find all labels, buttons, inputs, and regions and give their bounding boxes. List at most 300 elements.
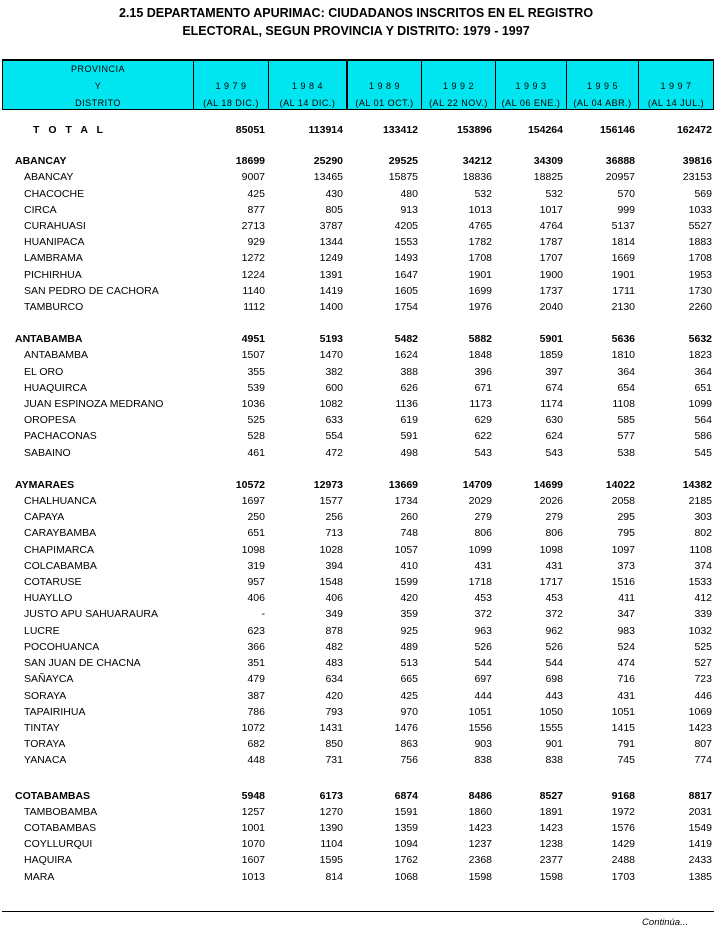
value-cell: 5527 — [688, 220, 712, 233]
district-row — [2, 542, 714, 558]
value-cell: 1344 — [319, 236, 343, 249]
value-cell: 14022 — [605, 478, 635, 491]
value-cell: 543 — [545, 446, 563, 459]
value-cell: 838 — [474, 754, 492, 767]
value-cell: 1591 — [394, 805, 418, 818]
value-cell: 8486 — [468, 789, 492, 802]
value-cell: 260 — [400, 511, 418, 524]
value-cell: 698 — [545, 673, 563, 686]
row-label: MARA — [24, 870, 55, 883]
value-cell: 633 — [325, 414, 343, 427]
value-cell: 9168 — [611, 789, 635, 802]
district-row — [2, 283, 714, 299]
value-cell: 1415 — [611, 721, 635, 734]
value-cell: 1647 — [394, 268, 418, 281]
value-cell: 1036 — [241, 398, 265, 411]
spacer-row — [2, 769, 714, 788]
value-cell: 983 — [617, 624, 635, 637]
row-label: CIRCA — [24, 203, 57, 216]
district-row — [2, 574, 714, 590]
row-label: COLCABAMBA — [24, 559, 97, 572]
value-cell: 1423 — [468, 821, 492, 834]
value-cell: 745 — [617, 754, 635, 767]
header-year: 1 9 9 5 — [586, 81, 619, 91]
value-cell: 1033 — [688, 203, 712, 216]
value-cell: 446 — [694, 689, 712, 702]
value-cell: 525 — [694, 640, 712, 653]
spacer-cell — [2, 461, 714, 477]
value-cell: 1516 — [611, 576, 635, 589]
value-cell: 626 — [400, 381, 418, 394]
value-cell: 526 — [474, 640, 492, 653]
row-label: TINTAY — [24, 721, 60, 734]
value-cell: 410 — [400, 559, 418, 572]
value-cell: 1900 — [539, 268, 563, 281]
value-cell: 448 — [247, 754, 265, 767]
value-cell: 1423 — [539, 821, 563, 834]
district-row — [2, 671, 714, 687]
value-cell: 1423 — [688, 721, 712, 734]
value-cell: 1390 — [319, 821, 343, 834]
value-cell: 877 — [247, 203, 265, 216]
province-row — [2, 331, 714, 347]
row-label: CURAHUASI — [24, 220, 86, 233]
value-cell: 5193 — [319, 333, 343, 346]
row-label: PACHACONAS — [24, 430, 97, 443]
value-cell: 372 — [545, 608, 563, 621]
value-cell: 629 — [474, 414, 492, 427]
value-cell: 1419 — [688, 838, 712, 851]
district-row — [2, 347, 714, 363]
header-1995 — [566, 61, 638, 109]
header-year: 1 9 7 9 — [215, 81, 247, 91]
row-label: COTABAMBAS — [24, 821, 97, 834]
value-cell: 1359 — [394, 821, 418, 834]
value-cell: 1070 — [241, 838, 265, 851]
value-cell: - — [261, 608, 265, 621]
header-label-y: Y — [94, 81, 102, 91]
value-cell: 795 — [617, 527, 635, 540]
value-cell: 651 — [694, 381, 712, 394]
value-cell: 630 — [545, 414, 563, 427]
row-label: ANTABAMBA — [24, 349, 88, 362]
value-cell: 925 — [400, 624, 418, 637]
header-1993 — [495, 61, 566, 109]
value-cell: 1108 — [689, 543, 712, 556]
value-cell: 1598 — [539, 870, 563, 883]
value-cell: 538 — [617, 446, 635, 459]
value-cell: 5137 — [611, 220, 635, 233]
value-cell: 1391 — [319, 268, 343, 281]
district-row — [2, 364, 714, 380]
district-row — [2, 820, 714, 836]
value-cell: 6173 — [319, 789, 343, 802]
value-cell: 1860 — [468, 805, 492, 818]
value-cell: 545 — [694, 446, 712, 459]
spacer-row — [2, 315, 714, 331]
value-cell: 388 — [400, 365, 418, 378]
row-label: TAPAIRIHUA — [24, 705, 86, 718]
value-cell: 1097 — [611, 543, 635, 556]
header-label-distrito: DISTRITO — [75, 98, 121, 108]
value-cell: 8817 — [688, 789, 712, 802]
value-cell: 802 — [694, 527, 712, 540]
value-cell: 1883 — [688, 236, 712, 249]
value-cell: 382 — [325, 365, 343, 378]
value-cell: 1782 — [468, 236, 492, 249]
row-label: HUAYLLO — [24, 592, 73, 605]
value-cell: 349 — [325, 608, 343, 621]
district-row — [2, 445, 714, 461]
table-title-line-2: ELECTORAL, SEGUN PROVINCIA Y DISTRITO: 1979 - 1997 — [182, 24, 530, 38]
value-cell: 444 — [474, 689, 492, 702]
value-cell: 431 — [474, 559, 492, 572]
province-row — [2, 477, 714, 493]
header-year: 1 9 8 9 — [368, 81, 401, 91]
district-row — [2, 525, 714, 541]
value-cell: 420 — [400, 592, 418, 605]
value-cell: 453 — [474, 592, 492, 605]
value-cell: 1098 — [539, 543, 563, 556]
header-date: (AL 01 OCT.) — [355, 98, 414, 108]
value-cell: 279 — [545, 511, 563, 524]
value-cell: 1555 — [539, 721, 563, 734]
value-cell: 1028 — [319, 543, 343, 556]
value-cell: 671 — [474, 381, 492, 394]
header-year: 1 9 8 4 — [291, 81, 324, 91]
value-cell: 394 — [325, 559, 343, 572]
value-cell: 1257 — [241, 805, 265, 818]
spacer-cell — [2, 769, 714, 788]
value-cell: 303 — [694, 511, 712, 524]
value-cell: 431 — [545, 559, 563, 572]
value-cell: 425 — [400, 689, 418, 702]
value-cell: 1718 — [468, 576, 492, 589]
value-cell: 1082 — [319, 398, 343, 411]
value-cell: 443 — [545, 689, 563, 702]
value-cell: 113914 — [308, 124, 343, 136]
value-cell: 806 — [474, 527, 492, 540]
table-body — [2, 122, 714, 885]
header-1989 — [346, 61, 421, 109]
value-cell: 366 — [247, 640, 265, 653]
district-row — [2, 752, 714, 768]
value-cell: 526 — [545, 640, 563, 653]
value-cell: 524 — [617, 640, 635, 653]
row-label: SORAYA — [24, 689, 67, 702]
value-cell: 279 — [474, 511, 492, 524]
value-cell: 513 — [400, 657, 418, 670]
row-label: SAN PEDRO DE CACHORA — [24, 284, 159, 297]
value-cell: 319 — [247, 559, 265, 572]
value-cell: 374 — [694, 559, 712, 572]
value-cell: 1112 — [243, 301, 265, 314]
value-cell: 18825 — [533, 171, 563, 184]
value-cell: 532 — [545, 187, 563, 200]
value-cell: 1072 — [241, 721, 265, 734]
value-cell: 1707 — [539, 252, 563, 265]
district-row — [2, 655, 714, 671]
value-cell: 748 — [400, 527, 418, 540]
value-cell: 1069 — [688, 705, 712, 718]
value-cell: 1708 — [688, 252, 712, 265]
value-cell: 1050 — [539, 705, 563, 718]
header-year: 1 9 9 2 — [442, 81, 475, 91]
header-1992 — [421, 61, 495, 109]
value-cell: 355 — [247, 365, 265, 378]
header-year: 1 9 9 3 — [515, 81, 547, 91]
value-cell: 1859 — [539, 349, 563, 362]
value-cell: 525 — [247, 414, 265, 427]
row-label: SAÑAYCA — [24, 673, 74, 686]
value-cell: 586 — [694, 430, 712, 443]
value-cell: 489 — [400, 640, 418, 653]
value-cell: 472 — [325, 446, 343, 459]
value-cell: 622 — [474, 430, 492, 443]
value-cell: 544 — [474, 657, 492, 670]
value-cell: 20957 — [605, 171, 635, 184]
value-cell: 1717 — [539, 576, 563, 589]
value-cell: 1108 — [612, 398, 635, 411]
value-cell: 5636 — [611, 333, 635, 346]
value-cell: 543 — [474, 446, 492, 459]
value-cell: 1976 — [468, 301, 492, 314]
value-cell: 85051 — [235, 124, 265, 136]
value-cell: 295 — [617, 511, 635, 524]
table-title-line-1: 2.15 DEPARTAMENTO APURIMAC: CIUDADANOS INSCRITOS EN EL REGISTRO — [118, 6, 594, 20]
district-row — [2, 396, 714, 412]
value-cell: 2029 — [468, 495, 492, 508]
district-row — [2, 704, 714, 720]
value-cell: 774 — [694, 754, 712, 767]
row-label: CAPAYA — [24, 511, 65, 524]
row-label: OROPESA — [24, 414, 76, 427]
value-cell: 1810 — [611, 349, 635, 362]
district-row — [2, 380, 714, 396]
spacer-row — [2, 461, 714, 477]
value-cell: 373 — [617, 559, 635, 572]
row-label: COTABAMBAS — [15, 789, 91, 802]
value-cell: 838 — [545, 754, 563, 767]
value-cell: 528 — [247, 430, 265, 443]
value-cell: 256 — [325, 511, 343, 524]
value-cell: 14699 — [533, 478, 563, 491]
value-cell: 1098 — [241, 543, 265, 556]
value-cell: 351 — [247, 657, 265, 670]
value-cell: 2040 — [539, 301, 563, 314]
value-cell: 901 — [545, 738, 563, 751]
value-cell: 480 — [400, 187, 418, 200]
value-cell: 1272 — [241, 252, 265, 265]
value-cell: 34309 — [533, 155, 563, 168]
value-cell: 10572 — [235, 478, 265, 491]
value-cell: 1669 — [611, 252, 635, 265]
value-cell: 697 — [474, 673, 492, 686]
district-row — [2, 169, 714, 185]
value-cell: 12973 — [313, 478, 343, 491]
row-label: JUSTO APU SAHUARAURA — [24, 608, 159, 621]
district-row — [2, 509, 714, 525]
value-cell: 2368 — [468, 854, 492, 867]
value-cell: 474 — [617, 657, 635, 670]
value-cell: 5482 — [394, 333, 418, 346]
value-cell: 913 — [400, 203, 418, 216]
value-cell: 397 — [545, 365, 563, 378]
value-cell: 479 — [247, 673, 265, 686]
district-row — [2, 202, 714, 218]
district-row — [2, 493, 714, 509]
value-cell: 372 — [474, 608, 492, 621]
bottom-rule — [2, 911, 714, 912]
value-cell: 34212 — [462, 155, 492, 168]
value-cell: 1017 — [539, 203, 563, 216]
value-cell: 1493 — [394, 252, 418, 265]
header-date: (AL 04 ABR.) — [573, 98, 632, 108]
value-cell: 364 — [617, 365, 635, 378]
value-cell: 1224 — [241, 268, 265, 281]
value-cell: 1711 — [612, 284, 635, 297]
value-cell: 1238 — [539, 838, 563, 851]
value-cell: 5948 — [241, 789, 265, 802]
header-1979 — [193, 61, 268, 109]
value-cell: 1553 — [394, 236, 418, 249]
value-cell: 1140 — [242, 284, 265, 297]
value-cell: 39816 — [682, 155, 712, 168]
district-row — [2, 804, 714, 820]
value-cell: 1605 — [394, 284, 418, 297]
province-row — [2, 153, 714, 169]
value-cell: 1734 — [394, 495, 418, 508]
value-cell: 963 — [474, 624, 492, 637]
row-label: TAMBURCO — [24, 301, 84, 314]
continued-note: Continúa... — [642, 917, 688, 928]
district-row — [2, 639, 714, 655]
value-cell: 716 — [617, 673, 635, 686]
row-label: HUANIPACA — [24, 236, 85, 249]
value-cell: 154264 — [527, 124, 563, 136]
value-cell: 1598 — [468, 870, 492, 883]
value-cell: 2185 — [688, 495, 712, 508]
header-provincia-distrito — [3, 61, 193, 109]
value-cell: 3787 — [319, 220, 343, 233]
value-cell: 1901 — [468, 268, 492, 281]
district-row — [2, 869, 714, 885]
value-cell: 406 — [325, 592, 343, 605]
header-date: (AL 18 DIC.) — [203, 98, 259, 108]
row-label: LUCRE — [24, 624, 60, 637]
total-row — [2, 122, 714, 138]
header-date: (AL 14 JUL.) — [647, 98, 705, 108]
value-cell: 623 — [247, 624, 265, 637]
value-cell: 498 — [400, 446, 418, 459]
value-cell: 600 — [325, 381, 343, 394]
value-cell: 36888 — [605, 155, 635, 168]
header-date: (AL 14 DIC.) — [279, 98, 336, 108]
value-cell: 577 — [617, 430, 635, 443]
value-cell: 1576 — [611, 821, 635, 834]
value-cell: 532 — [474, 187, 492, 200]
value-cell: 483 — [325, 657, 343, 670]
value-cell: 8527 — [539, 789, 563, 802]
value-cell: 2433 — [688, 854, 712, 867]
value-cell: 2026 — [539, 495, 563, 508]
value-cell: 2130 — [611, 301, 635, 314]
value-cell: 431 — [617, 689, 635, 702]
value-cell: 1703 — [611, 870, 635, 883]
value-cell: 791 — [617, 738, 635, 751]
value-cell: 682 — [247, 738, 265, 751]
value-cell: 13669 — [388, 478, 418, 491]
value-cell: 23153 — [682, 171, 712, 184]
value-cell: 591 — [400, 430, 418, 443]
value-cell: 1174 — [540, 398, 563, 411]
data-table — [2, 122, 714, 885]
value-cell: 793 — [325, 705, 343, 718]
district-row — [2, 688, 714, 704]
row-label: T O T A L — [33, 124, 106, 136]
value-cell: 396 — [474, 365, 492, 378]
district-row — [2, 836, 714, 852]
value-cell: 133412 — [382, 124, 418, 136]
value-cell: 1249 — [319, 252, 343, 265]
header-year: 1 9 9 7 — [660, 81, 692, 91]
value-cell: 406 — [247, 592, 265, 605]
value-cell: 4764 — [539, 220, 563, 233]
value-cell: 18836 — [462, 171, 492, 184]
spacer-cell — [2, 315, 714, 331]
value-cell: 1429 — [611, 838, 635, 851]
row-label: TAMBOBAMBA — [24, 805, 98, 818]
value-cell: 162472 — [676, 124, 712, 136]
value-cell: 2488 — [611, 854, 635, 867]
district-row — [2, 186, 714, 202]
district-row — [2, 250, 714, 266]
value-cell: 651 — [247, 527, 265, 540]
value-cell: 569 — [694, 187, 712, 200]
value-cell: 731 — [325, 754, 343, 767]
value-cell: 1549 — [688, 821, 712, 834]
value-cell: 1699 — [468, 284, 492, 297]
value-cell: 970 — [400, 705, 418, 718]
value-cell: 5632 — [688, 333, 712, 346]
value-cell: 412 — [694, 592, 712, 605]
value-cell: 1099 — [688, 398, 712, 411]
value-cell: 807 — [694, 738, 712, 751]
value-cell: 453 — [545, 592, 563, 605]
district-row — [2, 558, 714, 574]
value-cell: 4765 — [468, 220, 492, 233]
row-label: CHAPIMARCA — [24, 543, 95, 556]
value-cell: 786 — [247, 705, 265, 718]
value-cell: 1607 — [241, 854, 265, 867]
row-label: ANTABAMBA — [15, 333, 83, 346]
row-label: JUAN ESPINOZA MEDRANO — [24, 398, 164, 411]
value-cell: 411 — [618, 592, 635, 605]
value-cell: 1697 — [241, 495, 265, 508]
value-cell: 1094 — [394, 838, 418, 851]
value-cell: 1400 — [319, 301, 343, 314]
row-label: ABANCAY — [24, 171, 74, 184]
row-label: SAN JUAN DE CHACNA — [24, 657, 141, 670]
row-label: POCOHUANCA — [24, 640, 100, 653]
district-row — [2, 267, 714, 283]
row-label: SABAINO — [24, 446, 71, 459]
value-cell: 564 — [694, 414, 712, 427]
district-row — [2, 606, 714, 622]
value-cell: 250 — [247, 511, 265, 524]
value-cell: 359 — [400, 608, 418, 621]
value-cell: 1057 — [394, 543, 418, 556]
